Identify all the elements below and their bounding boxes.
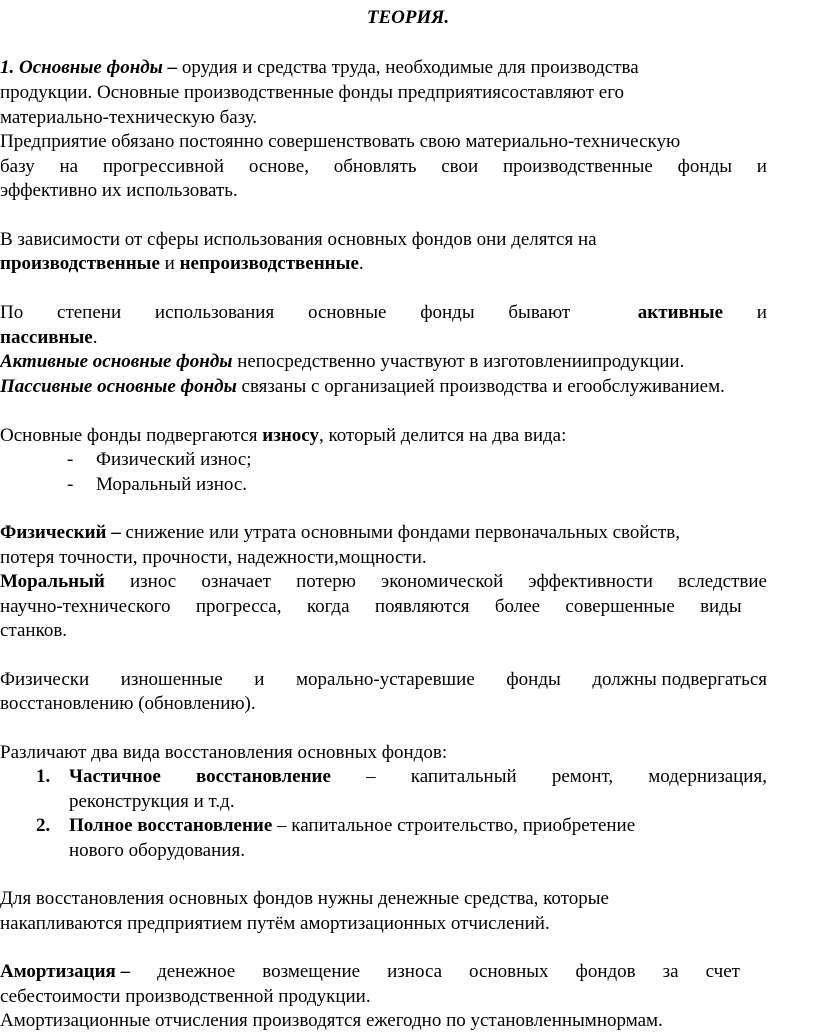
para-7-line xyxy=(0,424,767,448)
word: вследствие xyxy=(678,571,767,592)
word: появляются xyxy=(374,596,470,617)
word: По xyxy=(0,302,24,323)
word: базу xyxy=(0,156,35,177)
para-12-line-2: накапливаются предприятием путём амортизационных отчислений. xyxy=(0,913,550,934)
term-amortization: Амортизация – xyxy=(0,961,131,982)
word: и xyxy=(756,302,767,323)
term-restoration: восстановление xyxy=(195,766,331,787)
para-2-line-3: эффективно их использовать. xyxy=(0,180,238,201)
word: потерю xyxy=(296,571,356,592)
para-2-line-1: Предприятие обязано постоянно совершенствовать свою материально-техническую xyxy=(0,131,681,152)
word: виды xyxy=(700,596,742,617)
term-active: активные xyxy=(637,302,723,323)
para-10-line-1 xyxy=(0,668,767,692)
term-productive: производственные xyxy=(0,253,160,274)
para-9-line-3: станков. xyxy=(0,620,68,641)
para-9-line-2 xyxy=(0,595,767,619)
dash-bullet: - xyxy=(67,449,74,470)
term-passive-assets: Пассивные основные фонды xyxy=(0,376,237,397)
text: . xyxy=(92,327,98,348)
para-12-line-1: Для восстановления основных фондов нужны денежные средства, которые xyxy=(0,888,609,909)
word: модернизация, xyxy=(648,766,767,787)
word: основные xyxy=(307,302,387,323)
para-9-line-1 xyxy=(0,570,767,594)
word: использования xyxy=(154,302,275,323)
list-item-text: Моральный износ. xyxy=(96,474,248,495)
word: ремонт, xyxy=(551,766,614,787)
word: обновлять xyxy=(333,156,417,177)
term-wear: износу xyxy=(262,425,319,446)
para-3-line-2 xyxy=(0,252,767,276)
para-8-line-1 xyxy=(0,521,767,545)
list-number: 2. xyxy=(36,815,51,836)
word: денежное xyxy=(157,961,236,982)
text: орудия и средства труда, необходимые для производства xyxy=(177,57,639,78)
word: означает xyxy=(201,571,271,592)
word: совершенные xyxy=(565,596,675,617)
para-3-line-1: В зависимости от сферы использования основных фондов они делятся на xyxy=(0,229,597,250)
term-non-productive: непроизводственные xyxy=(179,253,359,274)
para-13-line-1 xyxy=(0,960,767,984)
word: прогресса, xyxy=(195,596,282,617)
list-item-text xyxy=(69,765,767,789)
para-4-line-1 xyxy=(0,301,767,325)
para-1-line-2: продукции. Основные производственные фонды предприятиясоставляют его xyxy=(0,82,625,103)
para-14-line: Амортизационные отчисления производятся ежегодно по установленнымнормам. xyxy=(0,1010,663,1031)
word: должны подвергаться xyxy=(592,669,767,690)
word: за xyxy=(662,961,679,982)
word: более xyxy=(494,596,541,617)
text: снижение или утрата основными фондами первоначальных свойств, xyxy=(120,522,680,543)
page-title: ТЕОРИЯ. xyxy=(366,7,450,28)
para-2-line-2 xyxy=(0,155,767,179)
text: непосредственно участвуют в изготовлениипродукции. xyxy=(232,351,685,372)
dash-bullet: - xyxy=(67,474,74,495)
word: износа xyxy=(387,961,443,982)
text: и xyxy=(159,253,180,274)
word: основных xyxy=(469,961,549,982)
word: и xyxy=(756,156,767,177)
para-5-line xyxy=(0,350,767,374)
word: эффективности xyxy=(528,571,653,592)
term-active-assets: Активные основные фонды xyxy=(0,351,233,372)
word: возмещение xyxy=(262,961,361,982)
text: , который делится на два вида: xyxy=(319,425,567,446)
word: морально-устаревшие xyxy=(295,669,475,690)
word: свои xyxy=(441,156,479,177)
text: Основные фонды подвергаются xyxy=(0,425,263,446)
word: изношенные xyxy=(120,669,223,690)
word: экономической xyxy=(381,571,504,592)
word: фонды xyxy=(420,302,475,323)
para-1-line-3: материально-техническую базу. xyxy=(0,107,258,128)
term-moral: Моральный xyxy=(0,571,105,592)
term-physical: Физический – xyxy=(0,522,121,543)
list-number: 1. xyxy=(36,766,51,787)
word: на xyxy=(59,156,79,177)
word: производственные xyxy=(502,156,653,177)
text: . xyxy=(358,253,364,274)
list-item-text: нового оборудования. xyxy=(69,840,245,861)
para-10-line-2: восстановлению (обновлению). xyxy=(0,693,256,714)
word: Физически xyxy=(0,669,90,690)
text: – капитальное строительство, приобретение xyxy=(272,815,636,836)
para-6-line xyxy=(0,375,767,399)
para-11-line: Различают два вида восстановления основных фондов: xyxy=(0,742,448,763)
term-partial: Частичное xyxy=(69,766,161,787)
word: фонды xyxy=(506,669,561,690)
list-item-text: Физический износ; xyxy=(96,449,252,470)
word: капитальный xyxy=(410,766,517,787)
para-13-line-2: себестоимости производственной продукции. xyxy=(0,986,371,1007)
word: прогрессивной xyxy=(102,156,225,177)
word: износ xyxy=(129,571,177,592)
text: связаны с организацией производства и егообслуживанием. xyxy=(236,376,725,397)
word: степени xyxy=(57,302,122,323)
para-4-line-2 xyxy=(0,326,767,350)
word: научно-технического xyxy=(0,596,171,617)
term-full-restoration: Полное восстановление xyxy=(69,815,273,836)
list-item-text xyxy=(69,814,635,838)
word: и xyxy=(254,669,265,690)
term-passive: пассивные xyxy=(0,327,93,348)
word: бывают xyxy=(508,302,571,323)
term-fixed-assets: 1. Основные фонды – xyxy=(0,57,178,78)
word: основе, xyxy=(248,156,309,177)
word: – xyxy=(366,766,376,787)
para-1-line-1 xyxy=(0,56,767,80)
para-8-line-2: потеря точности, прочности, надежности,мощности. xyxy=(0,547,427,568)
list-item-text: реконструкция и т.д. xyxy=(69,791,235,812)
word: когда xyxy=(306,596,350,617)
word: счет xyxy=(705,961,740,982)
word: фонды xyxy=(677,156,733,177)
word: фондов xyxy=(575,961,636,982)
